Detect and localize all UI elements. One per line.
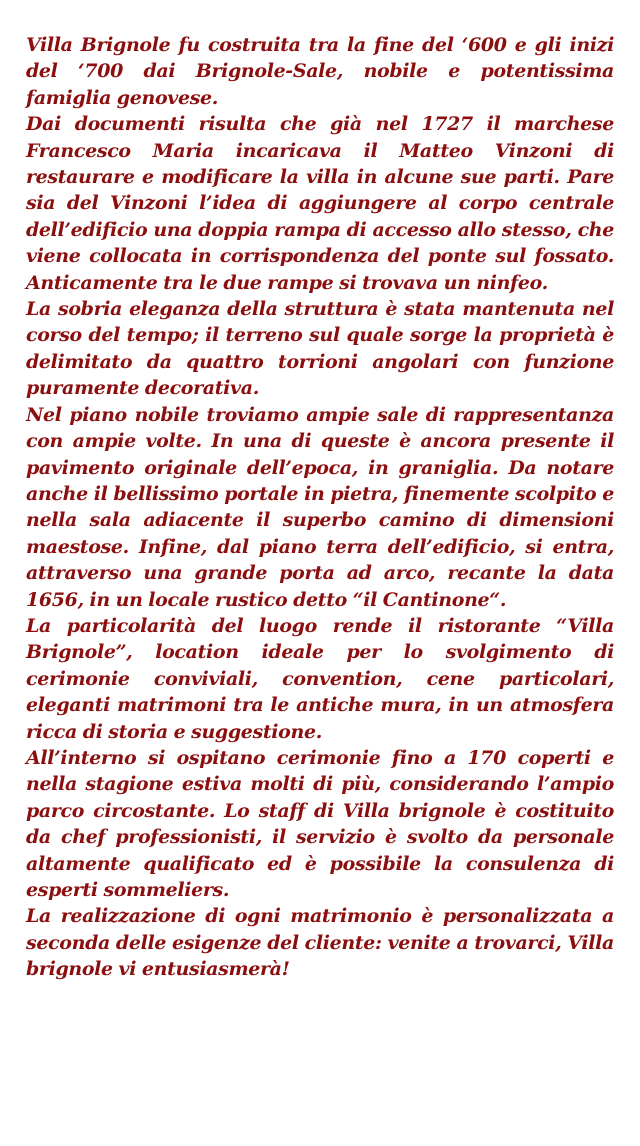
paragraph-restoration: Dai documenti risulta che già nel 1727 il marchese Francesco Maria incaricava il Matteo Vinzoni di restaurare e modificare la villa in alcune sue parti. Pare sia del Vinzoni l’idea di aggiungere al corpo centrale dell’edificio una doppia rampa di accesso allo stesso, che viene collocata in corrispondenza del ponte sul fossato. Anticamente tra le due rampe si trovava un ninfeo. xyxy=(26,113,614,294)
villa-description xyxy=(26,32,614,983)
paragraph-interiors: Nel piano nobile troviamo ampie sale di rappresentanza con ampie volte. In una di queste è ancora presente il pavimento originale dell’epoca, in graniglia. Da notare anche il bellissimo portale in pietra, finemente scolpito e nella sala adiacente il superbo camino di dimensioni maestose. Infine, dal piano terra dell’edificio, si entra, attraverso una grande porta ad arco, recante la data 1656, in un locale rustico detto “il Cantinone“. xyxy=(26,403,614,611)
paragraph-structure: La sobria eleganza della struttura è stata mantenuta nel corso del tempo; il terreno sul quale sorge la proprietà è delimitato da quattro torrioni angolari con funzione puramente decorativa. xyxy=(26,298,614,400)
paragraph-closing: La realizzazione di ogni matrimonio è personalizzata a seconda delle esigenze del cliente: venite a trovarci, Villa brignole vi entusiasmerà! xyxy=(26,905,614,981)
paragraph-history: Villa Brignole fu costruita tra la fine del ‘600 e gli inizi del ‘700 dai Brignole-Sale, nobile e potentissima famiglia genovese. xyxy=(26,34,614,109)
paragraph-location: La particolarità del luogo rende il ristorante “Villa Brignole”, location ideale per lo svolgimento di cerimonie conviviali, convention, cene particolari, eleganti matrimoni tra le antiche mura, in un atmosfera ricca di storia e suggestione. xyxy=(26,614,614,743)
paragraph-capacity: All’interno si ospitano cerimonie fino a 170 coperti e nella stagione estiva molti di più, considerando l’ampio parco circostante. Lo staff di Villa brignole è costituito da chef professionisti, il servizio è svolto da personale altamente qualificato ed è possibile la consulenza di esperti sommeliers. xyxy=(26,746,614,901)
